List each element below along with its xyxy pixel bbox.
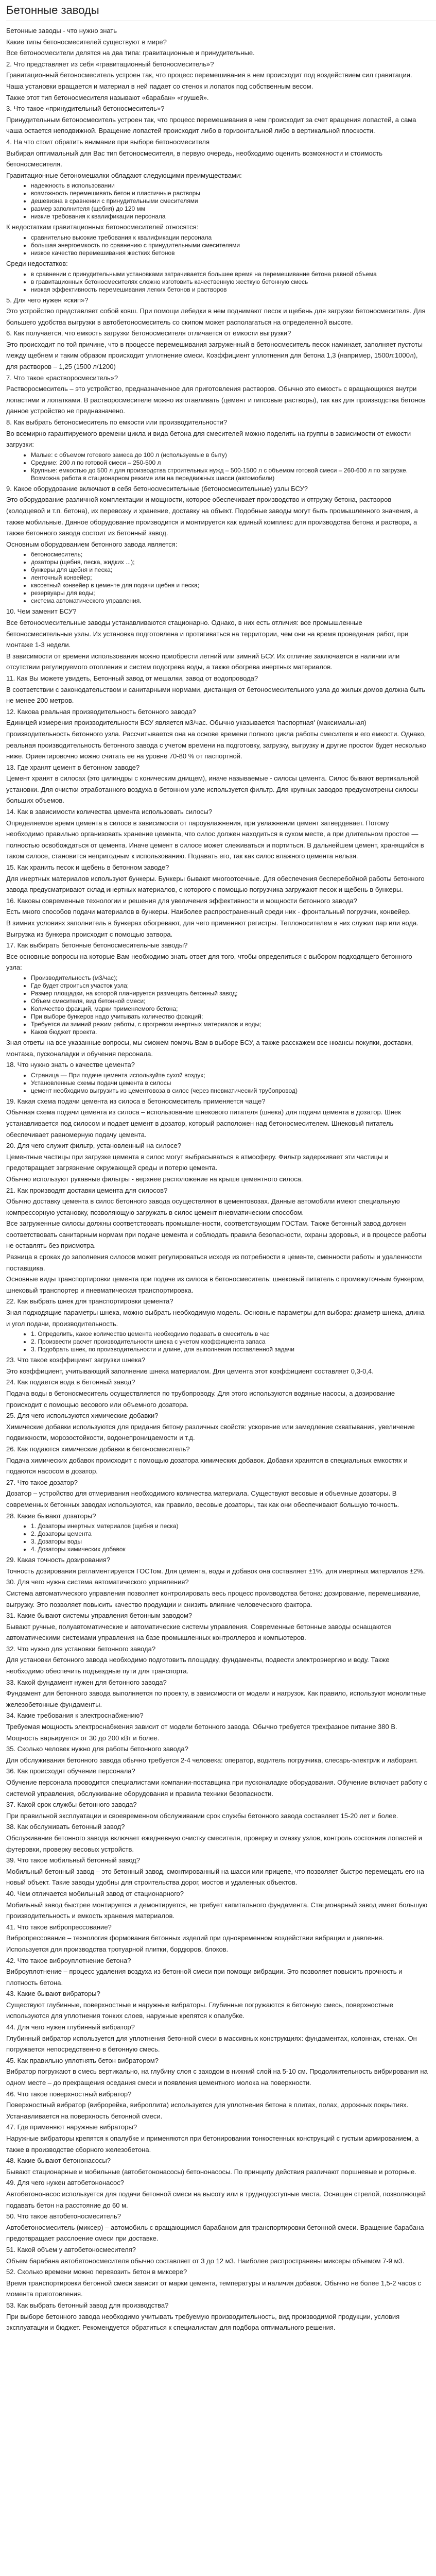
paragraph: 5. Для чего нужен «скип»? <box>6 296 89 304</box>
paragraph: 34. Какие требования к электроснабжению? <box>6 1711 144 1720</box>
list-item: • бетоносмеситель; <box>31 551 428 558</box>
paragraph: 30. Для чего нужна система автоматического управления? <box>6 1578 189 1586</box>
paragraph: 42. Что такое виброуплотнение бетона? <box>6 1956 131 1964</box>
paragraph: При выборе бетонного завода необходимо учитывать требуемую производительность, вид производимой продукции, условия эксплуатации и бюджет. Рекомендуется обратиться к специалистам для подбора оптимального решения. <box>6 2312 400 2332</box>
paragraph: Среди недостатков: <box>6 259 68 267</box>
paragraph: Это происходит по той причине, что в процессе перемешивания загруженный в бетоносмеситель песок наминает, заполняет пустоты между щебнем и таким образом происходит уплотнение смеси. Коэффициент уплотнения для бетона 1,3 (например, 1500л:1000л), для растворов – 1,25 (1500 л/1200) <box>6 340 423 371</box>
paragraph: 27. Что такое дозатор? <box>6 1478 78 1486</box>
list-item: • 2. Дозаторы цемента <box>31 1530 428 1538</box>
bullet-list <box>6 270 428 294</box>
paragraph: 22. Как выбрать шнек для транспортировки цемента? <box>6 1297 173 1306</box>
paragraph: Подача химических добавок происходит с помощью дозатора химических добавок. Добавки хранятся в специальных емкостях и подаются насосом в дозатор. <box>6 1456 408 1476</box>
list-item: • дозаторы (щебня, песка, жидких ...); <box>31 558 428 566</box>
bullet-list <box>6 451 428 482</box>
paragraph: Во всемирно гарантируемого времени цикла и вида бетона для смесителей можно поделить на группы в зависимости от емкости загрузки: <box>6 429 411 449</box>
paragraph: Система автоматического управления позволяет контролировать весь процесс производства бетона: дозирование, перемешивание, выгрузку. Это позволяет повысить качество продукции и снизить влияние человеческого фактора. <box>6 1589 421 1608</box>
list-item: • сравнительно высокие требования к квалификации персонала <box>31 234 428 242</box>
paragraph: Это оборудование различной комплектации и мощности, которое обеспечивает производство и отгрузку бетона, растворов (колодцевой и т.п. бетона), их перевозку и хранение, доставку на объект. Подобные заводы могут быть промышленного значения, а также мобильные. Данное оборудование производится и монтируется как единый комплекс для производства бетона и раствора, а также бетонного завода состоит из бетонный завод. <box>6 496 418 537</box>
paragraph: Точность дозирования регламентируется ГОСТом. Для цемента, воды и добавок она составляет ±1%, для инертных материалов ±2%. <box>6 1567 425 1575</box>
paragraph: 12. Какова реальная производительность бетонного завода? <box>6 707 196 716</box>
paragraph: 48. Какие бывают бетононасосы? <box>6 2157 111 2165</box>
list-item: • низкое качество перемешивания жестких бетонов <box>31 249 428 257</box>
paragraph: 35. Сколько человек нужно для работы бетонного завода? <box>6 1745 188 1753</box>
paragraph: 29. Какая точность дозирования? <box>6 1556 111 1564</box>
paragraph: Химические добавки используются для придания бетону различных свойств: ускорение или замедление схватывания, увеличение подвижности, морозостойкости, водонепроницаемости и т.д. <box>6 1422 415 1442</box>
paragraph: Выбирая оптимальный для Вас тип бетоносмесителя, в первую очередь, необходимо оценить возможности и стоимость бетоносмесителя. <box>6 149 383 168</box>
list-item: • низкие требования к квалификации персонала <box>31 213 428 221</box>
paragraph: 43. Какие бывают вибраторы? <box>6 1990 100 1998</box>
bullet-list <box>6 234 428 257</box>
list-item: • Количество фракций, марки применяемого бетона; <box>31 1005 428 1013</box>
paragraph: 33. Какой фундамент нужен для бетонного завода? <box>6 1678 167 1686</box>
list-item: • система автоматического управления. <box>31 597 428 605</box>
title-bar <box>6 0 436 21</box>
list-item: • размер заполнителя (щебня) до 120 мм <box>31 205 428 213</box>
paragraph: 40. Чем отличается мобильный завод от стационарного? <box>6 1889 184 1897</box>
paragraph: 23. Что такое коэффициент загрузки шнека? <box>6 1356 146 1364</box>
paragraph: Обучение персонала проводится специалистами компании-поставщика при пусконаладке оборудования. Обучение включает работу с системой управления, обслуживание оборудования и правила техники безопасности. <box>6 1778 427 1798</box>
bullet-list <box>6 551 428 605</box>
paragraph: В зависимости от времени использования можно приобрести летний или зимний БСУ. Их отличие заключается в наличии или отсутствии регулируемого отопления и систем подогрева воды, а также обогрева инертных материалов. <box>6 652 400 671</box>
paragraph: Какие типы бетоносмесителей существуют в мире? <box>6 38 167 46</box>
paragraph: 53. Как выбрать бетонный завод для производства? <box>6 2301 169 2309</box>
list-item: • Малые: с объемом готового замеса до 100 л (используемые в быту) <box>31 451 428 459</box>
list-item: • дешевизна в сравнении с принудительными смесителями <box>31 197 428 205</box>
list-item: • надежность в использовании <box>31 182 428 190</box>
paragraph: Растворосмеситель – это устройство, предназначенное для приготовления растворов. Обычно это емкость с вращающихся внутри лопастями и лопатками. В растворосмесителе можно изготавливать (цемент и гипсовые растворы), так как для производства бетонов данное устройство не предназначено. <box>6 385 426 415</box>
list-item: • Размер площадки, на которой планируется размещать бетонный завод; <box>31 990 428 997</box>
paragraph: Поверхностный вибратор (виброрейка, виброплита) используется для уплотнения бетона в плитах, полах, дорожных покрытиях. Устанавливается на поверхность бетонной смеси. <box>6 2101 409 2120</box>
paragraph: К недостаткам гравитационных бетоносмесителей относятся: <box>6 223 199 231</box>
paragraph: Это коэффициент, учитывающий заполнение шнека материалом. Для цемента этот коэффициент составляет 0,3-0,4. <box>6 1367 374 1375</box>
paragraph: 28. Какие бывают дозаторы? <box>6 1512 96 1520</box>
paragraph: 16. Каковы современные технологии и решения для увеличения эффективности и мощности бетонного завода? <box>6 896 357 905</box>
paragraph: 39. Что такое мобильный бетонный завод? <box>6 1856 140 1865</box>
paragraph: Для инертных материалов используют бункеры. Бункеры бывают многоотсечные. Для обеспечения бесперебойной работы бетонного завода предусматривают склад инертных материалов, с которого с помощью погрузчика загружают песок и щебень в бункеры. <box>6 874 425 894</box>
paragraph: Гравитационный бетоносмеситель устроен так, что процесс перемешивания в нем происходит под воздействием сил гравитации. Чаша установки вращается и материал в ней падает со стенок и лопаток под собственным весом. <box>6 71 412 90</box>
paragraph: Есть много способов подачи материалов в бункеры. Наиболее распространенный среди них - фронтальный погрузчик, конвейер. <box>6 908 411 916</box>
list-item: • Страница — При подаче цемента используйте сухой воздух; <box>31 1072 428 1079</box>
paragraph: Основным оборудованием бетонного завода является: <box>6 540 178 548</box>
list-item: • Производительность (м3/час); <box>31 974 428 982</box>
paragraph: 49. Для чего нужен автобетононасос? <box>6 2179 125 2187</box>
paragraph: 24. Как подается вода в бетонный завод? <box>6 1378 135 1386</box>
paragraph: 37. Какой срок службы бетонного завода? <box>6 1801 137 1809</box>
list-item: • резервуары для воды; <box>31 589 428 597</box>
paragraph: Принудительным бетоносмеситель устроен так, что процесс перемешивания в нем происходит за счет вращения лопастей, а сама чаша остается неподвижной. Вращение лопастей происходит либо в горизонтальной либо в вертикальной плоскости. <box>6 115 416 135</box>
paragraph: 11. Как Вы можете увидеть, Бетонный завод от мешалки, завод от водопровода? <box>6 674 258 682</box>
list-item: • 1. Дозаторы инертных материалов (щебня и песка) <box>31 1522 428 1530</box>
paragraph: Наружные вибраторы крепятся к опалубке и применяются при бетонировании тонкостенных конструкций с густым армированием, а также в производстве сборного железобетона. <box>6 2134 419 2154</box>
paragraph: 9. Какое оборудование включают в себя бетоносмесительные (бетоносмесительные) узлы БСУ? <box>6 484 308 493</box>
paragraph: Обслуживание бетонного завода включает ежедневную очистку смесителя, проверку и смазку узлов, контроль состояния лопастей и футеровки, проверку весовых устройств. <box>6 1834 422 1853</box>
paragraph: Виброуплотнение – процесс удаления воздуха из бетонной смеси при помощи вибрации. Это позволяет повысить прочность и плотность бетона. <box>6 1968 403 1987</box>
list-item: • 3. Подобрать шнек, по производительности и длине, для выполнения поставленной задачи <box>31 1346 428 1353</box>
paragraph: Мобильный бетонный завод – это бетонный завод, смонтированный на шасси или прицепе, что позволяет быстро перемещать его на новый объект. Такие заводы удобны для строительства дорог, мостов и удаленных объектов. <box>6 1867 424 1887</box>
paragraph: 21. Как производят доставки цемента для силосов? <box>6 1186 168 1194</box>
paragraph: Разница в сроках до заполнения силосов может регулироваться исходя из потребности в цементе, сменности работы и удаленности поставщика. <box>6 1253 422 1272</box>
list-item: • Где будет строиться участок узла; <box>31 982 428 990</box>
list-item: • 4. Дозаторы химических добавок <box>31 1546 428 1553</box>
paragraph: 14. Как в зависимости количества цемента использовать силосы? <box>6 808 213 816</box>
paragraph: 25. Для чего используются химические добавки? <box>6 1412 159 1420</box>
paragraph: Это устройство представляет собой ковш. При помощи лебедки в нем поднимают песок и щебень для загрузки бетоносмесителя. Для большего удобства выгрузки в автобетоносмеситель со скипом может располагаться на определенной высоте. <box>6 307 426 326</box>
paragraph: Основные виды транспортировки цемента при подаче из силоса в бетоносмеситель: шнековый питатель с промежуточным бункером, шнековый транспортер и пневматическая транспортировка. <box>6 1275 425 1294</box>
paragraph: 10. Чем заменит БСУ? <box>6 607 77 616</box>
bullet-list <box>6 1522 428 1553</box>
paragraph: Все основные вопросы на которые Вам необходимо знать ответ для того, чтобы определиться с выбором подходящего бетонного узла: <box>6 952 412 972</box>
bullet-list <box>6 182 428 221</box>
page-title: Бетонные заводы <box>6 4 99 16</box>
paragraph: Объем барабана автобетоносмесителя обычно составляет от 3 до 12 м3. Наиболее распространены миксеры объемом 7-9 м3. <box>6 2257 405 2265</box>
paragraph: 38. Как обслуживать бетонный завод? <box>6 1823 125 1831</box>
list-item: • возможность перемешивать бетон и пластичные растворы <box>31 190 428 197</box>
paragraph: Бывают стационарные и мобильные (автобетононасосы) бетононасосы. По принципу действия различают поршневые и роторные. <box>6 2167 416 2176</box>
paragraph: Единицей измерения производительности БСУ является м3/час. Обычно указывается 'паспортная' (максимальная) производительность бетонного узла. Рассчитывается она на основе времени полного цикла работы смесителя и его емкости. Однако, реальная производительность бетонного завода с учетом времени на подготовку, загрузку, выгрузку и другие простои будет несколько ниже. Ориентировочно можно считать ее на уровне 70-80 % от паспортной. <box>6 719 426 760</box>
list-item: • 2. Произвести расчет производительности шнека с учетом коэффициента запаса <box>31 1338 428 1346</box>
paragraph: 20. Для чего служит фильтр, установленный на силосе? <box>6 1142 181 1150</box>
paragraph: 52. Сколько времени можно перевозить бетон в миксере? <box>6 2268 187 2276</box>
paragraph: 18. Что нужно знать о качестве цемента? <box>6 1061 135 1069</box>
paragraph: Время транспортировки бетонной смеси зависит от марки цемента, температуры и наличия добавок. Обычно не более 1,5-2 часов с момента приготовления. <box>6 2279 421 2298</box>
paragraph: 32. Что нужно для установки бетонного завода? <box>6 1645 156 1653</box>
list-item: • ленточный конвейер; <box>31 574 428 582</box>
paragraph: Определяемое время цемента в силосе в зависимости от пароувлажнения, при увлажнении цемент затвердевает. Потому необходимо правильно организовать хранение цемента, что силос должен находиться в сухом месте, а при длительном простое — полностью освобождаться от цемента. Иначе цемент в силосе может слеживаться и портиться. В дальнейшем цемент, хранящийся в таком силосе, становится непригодным к использованию. Подавать его, так как силос влажного цемента нельзя. <box>6 819 424 860</box>
list-item: • цемент необходимо выгрузить из цементовоза в силос (через пневматический трубопровод) <box>31 1087 428 1095</box>
paragraph: Автобетоносмеситель (миксер) – автомобиль с вращающимся барабаном для транспортировки бетонной смеси. Вращение барабана предотвращает расслоение смеси при доставке. <box>6 2223 424 2243</box>
list-item: • 1. Определить, какое количество цемента необходимо подавать в смеситель в час <box>31 1330 428 1338</box>
list-item: • большая энергоемкость по сравнению с принудительными смесителями <box>31 242 428 249</box>
paragraph: 3. Что такое «принудительный бетоносмеситель»? <box>6 105 165 113</box>
list-item: • кассетный конвейер в цементе для подачи щебня и песка; <box>31 582 428 589</box>
list-item: • Установленные схемы подачи цемента в силосы <box>31 1079 428 1087</box>
list-item: • Средние: 200 л по готовой смеси – 250-500 л <box>31 459 428 467</box>
bullet-list <box>6 974 428 1036</box>
bullet-list <box>6 1330 428 1353</box>
paragraph: 4. На что стоит обратить внимание при выборе бетоносмесителя <box>6 138 210 146</box>
paragraph: 50. Что такое автобетоносмеситель? <box>6 2212 121 2221</box>
paragraph: 8. Как выбрать бетоносмеситель по емкости или производительности? <box>6 418 228 427</box>
paragraph: Обычно доставку цемента в силос бетонного завода осуществляют в цементовозах. Данные автомобили имеют специальную компрессорную установку, позволяющую загружать в силос цемент пневматическим способом. <box>6 1197 400 1216</box>
paragraph: Автобетононасос используется для подачи бетонной смеси на высоту или в труднодоступные места. Оснащен стрелой, позволяющей подавать бетон на расстояние до 60 м. <box>6 2190 426 2209</box>
paragraph: 2. Что представляет из себя «гравитационный бетоносмеситель»? <box>6 60 214 68</box>
paragraph: В зимних условиях заполнитель в бункерах обогревают, для чего применяют регистры. Теплоносителем в них служит пар или вода. <box>6 919 418 927</box>
paragraph: 19. Какая схема подачи цемента из силоса в бетоносмеситель применяется чаще? <box>6 1097 266 1105</box>
paragraph: 46. Что такое поверхностный вибратор? <box>6 2090 132 2098</box>
paragraph: 31. Какие бывают системы управления бетонным заводом? <box>6 1612 193 1620</box>
list-item: • в сравнении с принудительными установками затрачивается большее время на перемешивание бетона равной объема <box>31 270 428 278</box>
article-body <box>6 25 436 2333</box>
paragraph: Гравитационные бетономешалки обладают следующими преимуществами: <box>6 171 242 179</box>
paragraph: Цемент хранят в силосах (это цилиндры с коническим днищем), иначе называемые - силосы цемента. Силос бывают вертикальной установки. Для очистки отработанного воздуха в бетонном узле используется фильтр. Для крупных заводов предусмотрены силосы больших объемов. <box>6 774 419 805</box>
paragraph: 44. Для чего нужен глубинный вибратор? <box>6 2023 135 2031</box>
paragraph: Вибропрессование – технология формования бетонных изделий при одновременном воздействии вибрации и давления. Используется для производства тротуарной плитки, бордюров, блоков. <box>6 1934 384 1953</box>
paragraph: 15. Как хранить песок и щебень в бетонном заводе? <box>6 863 169 872</box>
paragraph: Подача воды в бетоносмеситель осуществляется по трубопроводу. Для этого используются водяные насосы, а дозирование происходит с помощью весового или объемного дозатора. <box>6 1389 395 1409</box>
paragraph: Зная подходящие параметры шнека, можно выбрать необходимую модель. Основные параметры для выбора: диаметр шнека, длина и угол подачи, производительность. <box>6 1309 425 1328</box>
paragraph: Также этот тип бетоносмесителя называют «барабан» «грушей». <box>6 93 209 101</box>
paragraph: Для обслуживания бетонного завода обычно требуется 2-4 человека: оператор, водитель погрузчика, слесарь-электрик и лаборант. <box>6 1756 418 1764</box>
list-item: • При выборе бункеров надо учитывать количество фракций; <box>31 1013 428 1021</box>
paragraph: В соответствии с законодательством и санитарными нормами, дистанция от бетоносмесительного узла до жилых домов должна быть не менее 200 метров. <box>6 685 425 705</box>
paragraph: Вибратор погружают в смесь вертикально, на глубину слоя с заходом в нижний слой на 5-10 см. Продолжительность вибрирования на одном месте – до прекращения оседания смеси и появления цементного молока на поверхности. <box>6 2067 428 2087</box>
paragraph: Бывают ручные, полуавтоматические и автоматические системы управления. Современные бетонные заводы оснащаются автоматическими системами управления на базе промышленных контроллеров и компьютеров. <box>6 1622 391 1642</box>
paragraph: Дозатор – устройство для отмеривания необходимого количества материала. Существуют весовые и объемные дозаторы. В современных бетонных заводах используются, как правило, весовые дозаторы, так как они обеспечивают большую точность. <box>6 1489 399 1509</box>
list-item: • Объем смесителя, вид бетонной смеси; <box>31 997 428 1005</box>
paragraph: Для установки бетонного завода необходимо подготовить площадку, фундаменты, подвести электроэнергию и воду. Также необходимо обеспечить подъездные пути для транспорта. <box>6 1656 390 1675</box>
paragraph: Существуют глубинные, поверхностные и наружные вибраторы. Глубинные погружаются в бетонную смесь, поверхностные используются для уплотнения тонких слоев, наружные крепятся к опалубке. <box>6 2001 393 2020</box>
paragraph: 47. Где применяют наружные вибраторы? <box>6 2123 137 2131</box>
paragraph: 7. Что такое «растворосмеситель»? <box>6 374 118 382</box>
paragraph: Обычно используют рукавные фильтры - верхнее расположение на крыше цементного силоса. <box>6 1175 303 1183</box>
paragraph: 51. Какой объем у автобетоносмесителя? <box>6 2245 136 2253</box>
bullet-list <box>6 1072 428 1095</box>
list-item: • Каков бюджет проекта. <box>31 1028 428 1036</box>
paragraph: Выгрузка из бункера происходит с помощью затвора. <box>6 930 173 938</box>
paragraph: 41. Что такое вибропрессование? <box>6 1923 112 1931</box>
list-item: • Крупные: емкостью до 500 л для производства строительных нужд – 500-1500 л с объемом готовой смеси – 260-600 л по загрузке. Возможна работа в стационарном режиме или на передвижных шасси (автомобили) <box>31 467 428 482</box>
paragraph: Мобильный завод быстрее монтируется и демонтируется, не требует капитального фундамента. Стационарный завод имеет большую производительность и емкость хранения материалов. <box>6 1901 428 1920</box>
list-item: • низкая эффективность перемешивания легких бетонов и растворов <box>31 286 428 294</box>
paragraph: Цементные частицы при загрузке цемента в силос могут выбрасываться в атмосферу. Фильтр задерживает эти частицы и предотвращает загрязнение окружающей среды и потерю цемента. <box>6 1153 389 1172</box>
list-item: • бункеры для щебня и песка; <box>31 566 428 574</box>
paragraph: 26. Как подаются химические добавки в бетоносмеситель? <box>6 1445 190 1453</box>
paragraph: Обычная схема подачи цемента из силоса – использование шнекового питателя (шнека) для подачи цемента в дозатор. Шнек устанавливается под силосом и подает цемент в дозатор, который расположен над бетоносмесителем. Шнековый питатель обеспечивает равномерную подачу цемента. <box>6 1108 401 1139</box>
paragraph: 13. Где хранят цемент в бетонном заводе? <box>6 763 140 771</box>
list-item: • в гравитационных бетоносмесителях сложно изготовить качественную жесткую бетонную смесь <box>31 278 428 286</box>
paragraph: Фундамент для бетонного завода выполняется по проекту, в зависимости от модели и нагрузок. Как правило, используют монолитные железобетонные фундаменты. <box>6 1689 426 1708</box>
paragraph: Зная ответы на все указанные вопросы, мы сможем помочь Вам в выборе БСУ, а также расскажем все нюансы покупки, доставки, монтажа, пусконаладки и обучения персонала. <box>6 1038 413 1058</box>
paragraph: Бетонные заводы - что нужно знать <box>6 27 117 35</box>
paragraph: Все бетоносмесители делятся на два типа: гравитационные и принудительные. <box>6 49 255 57</box>
paragraph: 36. Как происходит обучение персонала? <box>6 1767 135 1775</box>
paragraph: 17. Как выбирать бетонные бетоносмесительные заводы? <box>6 941 188 950</box>
list-item: • 3. Дозаторы воды <box>31 1538 428 1546</box>
paragraph: Все бетоносмесительные заводы устанавливаются стационарно. Однако, в них есть отличия: все промышленные бетоносмесительные узлы. Их установка подготовлена и протягиваться на территории, чем они на время проведения работ, при монтаже 1-3 недели. <box>6 618 409 649</box>
paragraph: 6. Как получается, что емкость загрузки бетоносмесителя отличается от емкости выгрузки? <box>6 329 291 337</box>
paragraph: Все загруженные силосы должны соответствовать промышленности, соответствующим ГОСТам. Также бетонный завод должен соответствовать санитарным нормам при подаче цемента и соблюдать правила безопасности, охраны здоровья, и в процессе работы не оставлять без присмотра. <box>6 1219 426 1250</box>
paragraph: 45. Как правильно уплотнять бетон вибратором? <box>6 2056 159 2064</box>
list-item: • Требуется ли зимний режим работы, с прогревом инертных материалов и воды; <box>31 1021 428 1028</box>
paragraph: Требуемая мощность электроснабжения зависит от модели бетонного завода. Обычно требуется трехфазное питание 380 В. Мощность варьируется от 30 до 200 кВт и более. <box>6 1723 397 1742</box>
paragraph: При правильной эксплуатации и своевременном обслуживании срок службы бетонного завода составляет 15-20 лет и более. <box>6 1811 398 1820</box>
paragraph: Глубинный вибратор используется для уплотнения бетонной смеси в массивных конструкциях: фундаментах, колоннах, стенах. Он погружается непосредственно в бетонную смесь. <box>6 2034 417 2054</box>
